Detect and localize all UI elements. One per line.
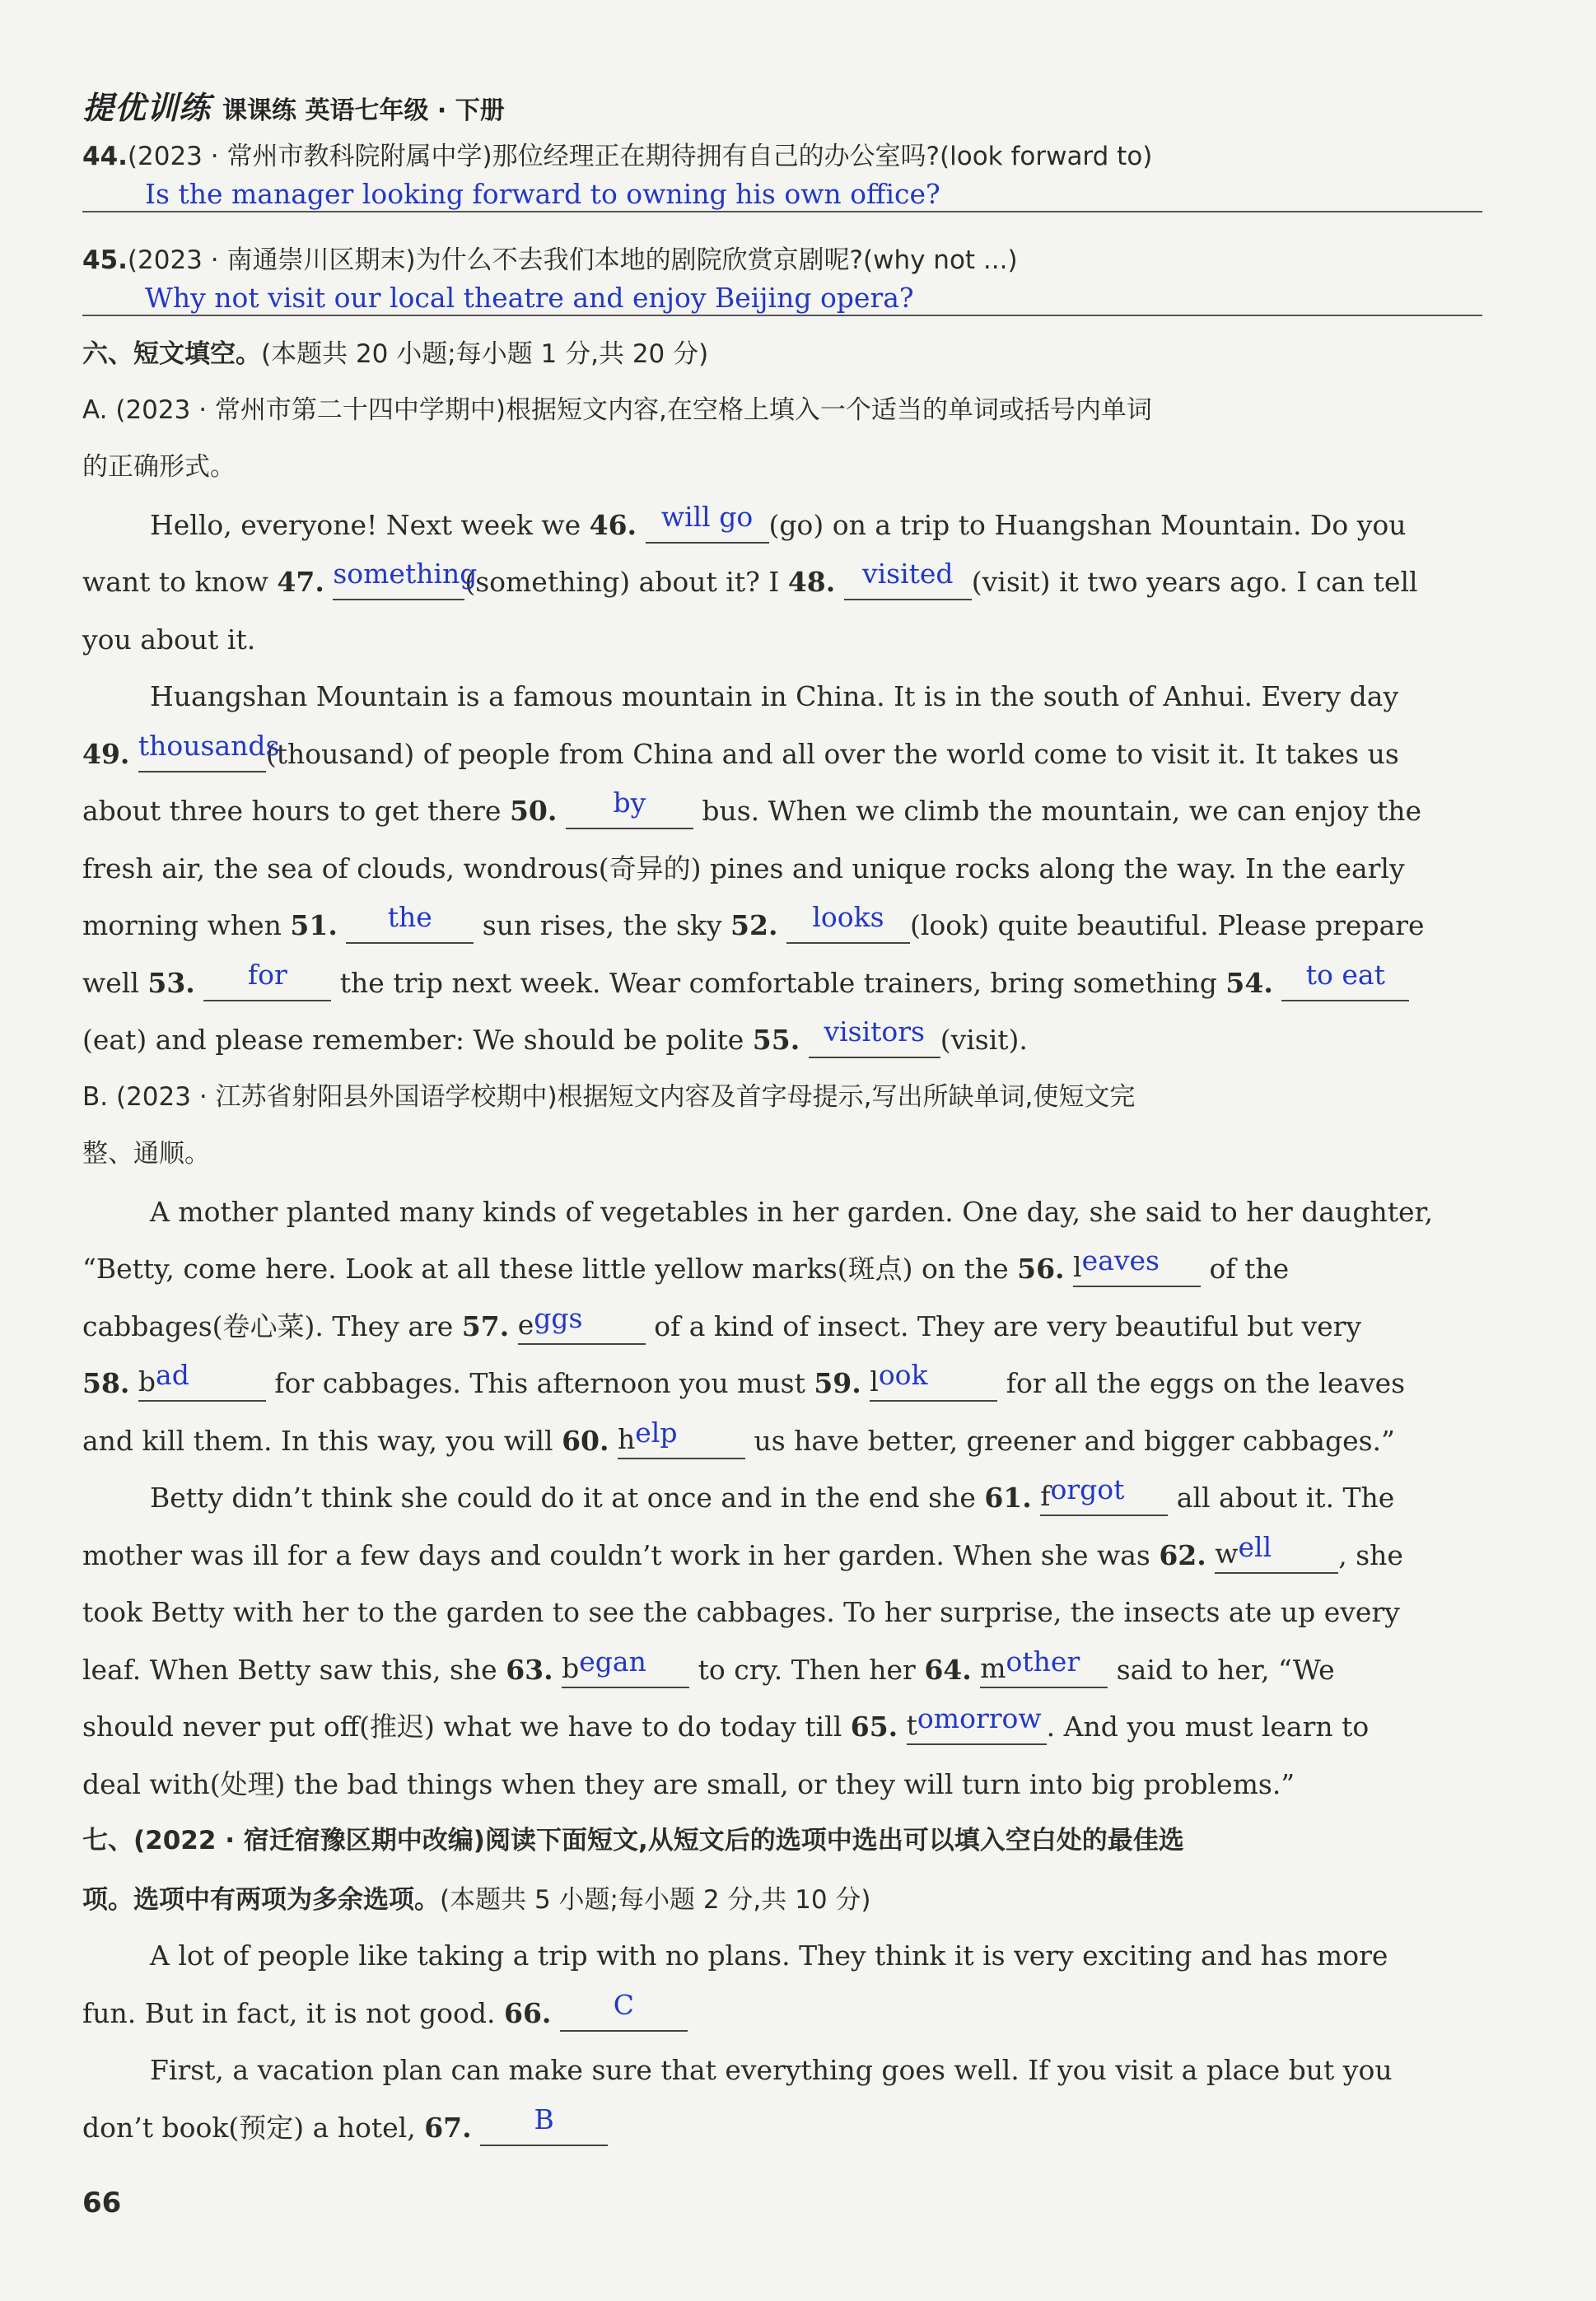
passage-b-line-1: A mother planted many kinds of vegetables in her garden. One day, she said to her daughter,	[150, 1195, 1434, 1228]
blank-47[interactable]: something	[333, 562, 464, 600]
section-7-title-2: 项。选项中有两项为多余选项。(本题共 5 小题;每小题 2 分,共 10 分)	[82, 1884, 871, 1915]
part-a-intro: A. (2023 · 常州市第二十四中学期中)根据短文内容,在空格上填入一个适当的单词或括号内单词	[82, 394, 1152, 425]
passage-b-line-9: leaf. When Betty saw this, she 63. began to cry. Then her 64. mother said to her, “We	[82, 1641, 1482, 1699]
blank-61[interactable]: forgot	[1040, 1478, 1168, 1516]
passage-c-line-1: A lot of people like taking a trip with no plans. They think it is very exciting and has more	[150, 1939, 1388, 1972]
blank-58[interactable]: bad	[138, 1364, 266, 1402]
passage-c-line-2: fun. But in fact, it is not good. 66. C	[82, 1985, 1482, 2042]
blank-52[interactable]: looks	[786, 906, 910, 944]
blank-59[interactable]: look	[870, 1364, 997, 1402]
passage-c-line-3: First, a vacation plan can make sure that everything goes well. If you visit a place but you	[150, 2054, 1393, 2086]
passage-b-line-2: “Betty, come here. Look at all these little yellow marks(斑点) on the 56. leaves of the	[82, 1240, 1482, 1298]
blank-60[interactable]: help	[618, 1421, 745, 1459]
passage-a-line-9: well 53. for the trip next week. Wear comfortable trainers, bring something 54. to eat	[82, 954, 1482, 1012]
blank-49[interactable]: thousands	[138, 735, 266, 772]
passage-b-line-8: took Betty with her to the garden to see the cabbages. To her surprise, the insects ate up every	[82, 1596, 1400, 1628]
passage-a-line-2: want to know 47. something(something) about it? I 48. visited (visit) it two years ago. I can tell	[82, 553, 1482, 611]
answer-45: Why not visit our local theatre and enjoy Beijing opera?	[82, 280, 1482, 316]
part-b-intro: B. (2023 · 江苏省射阳县外国语学校期中)根据短文内容及首字母提示,写出所缺单词,使短文完	[82, 1081, 1136, 1112]
blank-51[interactable]: the	[346, 906, 474, 944]
blank-57[interactable]: eggs	[518, 1307, 646, 1345]
page-header	[82, 82, 505, 124]
answer-44: Is the manager looking forward to owning his own office?	[82, 176, 1482, 212]
passage-a-line-3: you about it.	[82, 623, 256, 656]
passage-b-line-5: and kill them. In this way, you will 60. help us have better, greener and bigger cabbages.”	[82, 1412, 1482, 1470]
page-number: 66	[82, 2187, 122, 2219]
passage-a-line-8: morning when 51. the sun rises, the sky 52. looks (look) quite beautiful. Please prepare	[82, 897, 1482, 954]
passage-b-line-6: Betty didn’t think she could do it at once and in the end she 61. forgot all about it. The	[82, 1469, 1482, 1527]
blank-46[interactable]: will go	[646, 506, 769, 544]
passage-c-line-4: don’t book(预定) a hotel, 67. B	[82, 2099, 1482, 2157]
passage-a-line-6: about three hours to get there 50. by bus. When we climb the mountain, we can enjoy the	[82, 782, 1482, 840]
question-44: 44.(2023 · 常州市教科院附属中学)那位经理正在期待拥有自己的办公室吗?(look forward to)	[82, 142, 1153, 171]
passage-b-line-3: cabbages(卷心菜). They are 57. eggs of a kind of insect. They are very beautiful but very	[82, 1298, 1482, 1356]
passage-a-line-4: Huangshan Mountain is a famous mountain in China. It is in the south of Anhui. Every day	[150, 680, 1399, 712]
blank-53[interactable]: for	[203, 964, 331, 1001]
blank-67[interactable]: B	[480, 2108, 608, 2146]
passage-a-line-1: Hello, everyone! Next week we 46. will go (go) on a trip to Huangshan Mountain. Do you	[82, 497, 1482, 554]
passage-b-line-10: should never put off(推迟) what we have to do today till 65. tomorrow . And you must learn to	[82, 1698, 1482, 1756]
blank-66[interactable]: C	[560, 1994, 688, 2032]
section-7-title: 七、(2022 · 宿迁宿豫区期中改编)阅读下面短文,从短文后的选项中选出可以填入空白处的最佳选	[82, 1826, 1184, 1855]
blank-54[interactable]: to eat	[1281, 964, 1409, 1001]
blank-65[interactable]: tomorrow	[907, 1707, 1047, 1745]
blank-64[interactable]: mother	[980, 1650, 1108, 1688]
question-45: 45.(2023 · 南通崇川区期末)为什么不去我们本地的剧院欣赏京剧呢?(why not ...)	[82, 245, 1018, 275]
section-6-title: 六、短文填空。(本题共 20 小题;每小题 1 分,共 20 分)	[82, 339, 709, 369]
passage-a-line-5: 49. thousands(thousand) of people from China and all over the world come to visit it. It takes us	[82, 726, 1482, 783]
blank-55[interactable]: visitors	[809, 1020, 940, 1058]
passage-b-line-11: deal with(处理) the bad things when they are small, or they will turn into big problems.”	[82, 1767, 1295, 1800]
brand-logo: 提优训练	[82, 90, 212, 126]
part-a-intro-2: 的正确形式。	[82, 452, 236, 482]
blank-50[interactable]: by	[566, 791, 693, 829]
blank-63[interactable]: began	[562, 1650, 689, 1688]
header-subtitle: 课课练 英语七年级 · 下册	[222, 96, 505, 125]
passage-a-line-7: fresh air, the sea of clouds, wondrous(奇异的) pines and unique rocks along the way. In the early	[82, 852, 1405, 884]
passage-a-line-10: (eat) and please remember: We should be polite 55. visitors (visit).	[82, 1011, 1482, 1069]
passage-b-line-4: 58. bad for cabbages. This afternoon you must 59. look for all the eggs on the leaves	[82, 1355, 1482, 1412]
worksheet-content	[82, 124, 1482, 2156]
part-b-intro-2: 整、通顺。	[82, 1139, 210, 1169]
passage-b-line-7: mother was ill for a few days and couldn’t work in her garden. When she was 62. well , she	[82, 1527, 1482, 1585]
blank-62[interactable]: well	[1215, 1536, 1338, 1574]
blank-48[interactable]: visited	[844, 562, 972, 600]
blank-56[interactable]: leaves	[1073, 1249, 1201, 1287]
